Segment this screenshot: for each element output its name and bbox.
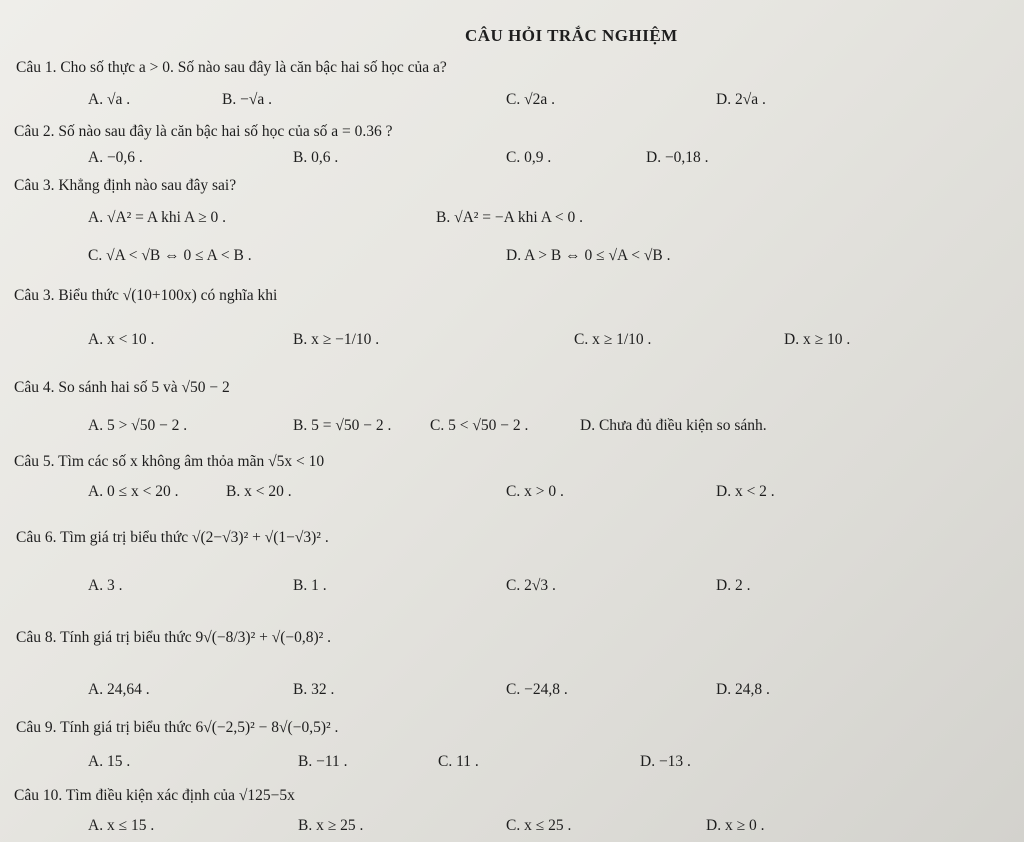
question-8-option-d: D. 24,8 . xyxy=(716,681,770,698)
question-6-text: Câu 6. Tìm giá trị biểu thức √(2−√3)² + √(1−√3)² . xyxy=(16,529,329,546)
question-3b-option-d: D. x ≥ 10 . xyxy=(784,331,851,348)
question-3a-option-a: A. √A² = A khi A ≥ 0 . xyxy=(88,209,227,226)
question-1-option-b: B. −√a . xyxy=(222,91,272,108)
question-4-option-c: C. 5 < √50 − 2 . xyxy=(430,417,529,434)
question-4-text: Câu 4. So sánh hai số 5 và √50 − 2 xyxy=(14,379,230,396)
question-9-option-a: A. 15 . xyxy=(88,753,131,770)
page-title: CÂU HỎI TRẮC NGHIỆM xyxy=(465,26,678,45)
question-1-text: Câu 1. Cho số thực a > 0. Số nào sau đây là căn bậc hai số học của a? xyxy=(16,59,447,76)
question-2-option-b: B. 0,6 . xyxy=(293,149,339,166)
question-4-option-a: A. 5 > √50 − 2 . xyxy=(88,417,188,434)
question-10-option-d: D. x ≥ 0 . xyxy=(706,817,765,834)
question-3b-option-a: A. x < 10 . xyxy=(88,331,155,348)
question-3a-option-b: B. √A² = −A khi A < 0 . xyxy=(436,209,584,226)
question-9-option-c: C. 11 . xyxy=(438,753,479,770)
question-3a-option-c: C. √A < √B ⇔ 0 ≤ A < B . xyxy=(88,247,252,264)
question-8-text: Câu 8. Tính giá trị biểu thức 9√(−8/3)² + √(−0,8)² . xyxy=(16,629,332,646)
question-9-option-d: D. −13 . xyxy=(640,753,691,770)
question-3a-text: Câu 3. Khẳng định nào sau đây sai? xyxy=(14,177,237,194)
question-2-text: Câu 2. Số nào sau đây là căn bậc hai số học của số a = 0.36 ? xyxy=(14,123,393,140)
question-1-option-c: C. √2a . xyxy=(506,91,555,108)
question-6-option-a: A. 3 . xyxy=(88,577,123,594)
question-9-option-b: B. −11 . xyxy=(298,753,348,770)
question-5-option-a: A. 0 ≤ x < 20 . xyxy=(88,483,179,500)
question-2-option-c: C. 0,9 . xyxy=(506,149,552,166)
question-5-option-d: D. x < 2 . xyxy=(716,483,775,500)
question-1-option-d: D. 2√a . xyxy=(716,91,766,108)
question-2-option-a: A. −0,6 . xyxy=(88,149,143,166)
question-3b-option-c: C. x ≥ 1/10 . xyxy=(574,331,652,348)
question-4-option-b: B. 5 = √50 − 2 . xyxy=(293,417,392,434)
question-9-text: Câu 9. Tính giá trị biểu thức 6√(−2,5)² − 8√(−0,5)² . xyxy=(16,719,339,736)
question-6-option-b: B. 1 . xyxy=(293,577,327,594)
question-8-option-c: C. −24,8 . xyxy=(506,681,568,698)
question-3a-option-d: D. A > B ⇔ 0 ≤ √A < √B . xyxy=(506,247,671,264)
question-2-option-d: D. −0,18 . xyxy=(646,149,709,166)
question-6-option-d: D. 2 . xyxy=(716,577,751,594)
question-3b-text: Câu 3. Biểu thức √(10+100x) có nghĩa khi xyxy=(14,287,278,304)
question-6-option-c: C. 2√3 . xyxy=(506,577,556,594)
question-10-text: Câu 10. Tìm điều kiện xác định của √125−5x xyxy=(14,787,295,804)
question-8-option-a: A. 24,64 . xyxy=(88,681,150,698)
question-10-option-c: C. x ≤ 25 . xyxy=(506,817,572,834)
question-4-option-d: D. Chưa đủ điều kiện so sánh. xyxy=(580,417,767,434)
question-5-text: Câu 5. Tìm các số x không âm thỏa mãn √5x < 10 xyxy=(14,453,325,470)
question-8-option-b: B. 32 . xyxy=(293,681,335,698)
question-10-option-b: B. x ≥ 25 . xyxy=(298,817,364,834)
question-3b-option-b: B. x ≥ −1/10 . xyxy=(293,331,380,348)
question-10-option-a: A. x ≤ 15 . xyxy=(88,817,155,834)
question-1 xyxy=(16,58,447,78)
question-5-option-c: C. x > 0 . xyxy=(506,483,564,500)
question-1-option-a: A. √a . xyxy=(88,91,131,108)
question-5-option-b: B. x < 20 . xyxy=(226,483,292,500)
